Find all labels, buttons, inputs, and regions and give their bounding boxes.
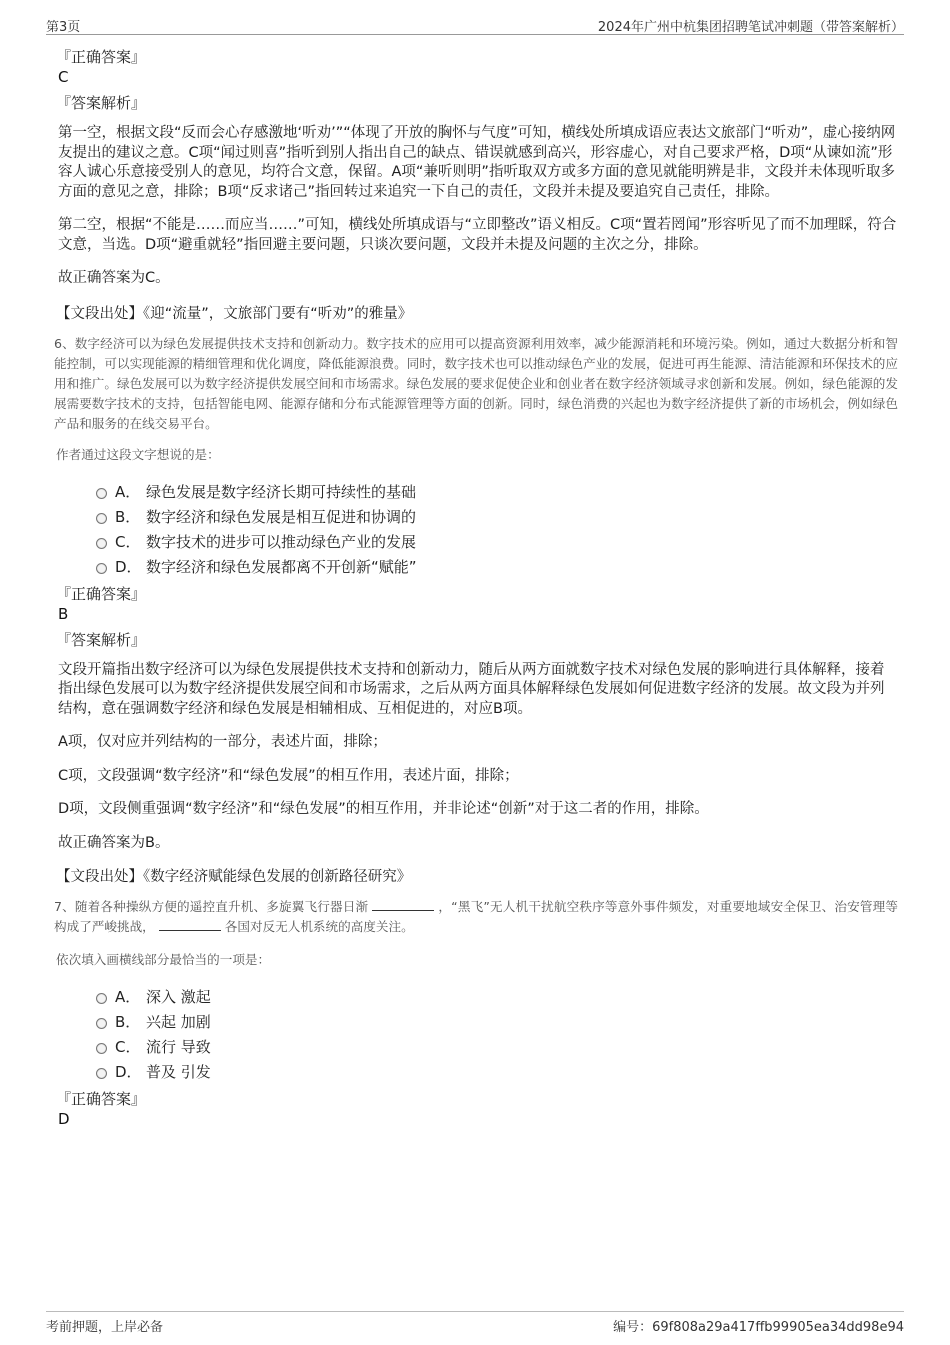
q6-answer: B: [58, 604, 69, 623]
fill-blank-2: [159, 918, 221, 931]
radio-button[interactable]: [96, 993, 107, 1004]
analysis-label: 『答案解析』: [56, 94, 147, 112]
page-footer: [46, 1311, 904, 1336]
radio-button[interactable]: [96, 488, 107, 499]
analysis-label: 『答案解析』: [56, 630, 147, 649]
q6-option-a[interactable]: A． 绿色发展是数字经济长期可持续性的基础: [56, 480, 898, 505]
q6-option-d[interactable]: D． 数字经济和绿色发展都离不开创新“赋能”: [56, 555, 898, 580]
q5-source: 【文段出处】《迎“流量”，文旅部门要有“听劝”的雅量》: [56, 305, 413, 322]
q5-analysis: [56, 124, 898, 289]
q6-analysis: [56, 661, 898, 854]
radio-button[interactable]: [96, 1018, 107, 1029]
page-number: 第3页: [46, 20, 81, 35]
q7-prompt: 依次填入画横线部分最恰当的一项是：: [56, 952, 271, 967]
q7-question: 7、随着各种操纵方便的遥控直升机、多旋翼飞行器日渐 ，“黑飞”无人机干扰航空秩序等意外事件频发，对重要地域安全保卫、治安管理等构成了严峻挑战， 各国对反无人机系统的高度关注。: [54, 899, 898, 934]
analysis-paragraph: C项，文段强调“数字经济”和“绿色发展”的相互作用，表述片面，排除；: [58, 767, 519, 784]
analysis-paragraph: 第二空，根据“不能是……而应当……”可知，横线处所填成语与“立即整改”语义相反。C项“置若罔闻”形容听见了而不加理睬，符合文意，当选。D项“避重就轻”指回避主要问题，只谈次要问题，文段并未提及问题的主次之分，排除。: [58, 217, 897, 253]
q7-option-a[interactable]: A． 深入 激起: [56, 985, 898, 1010]
q5-answer: C: [58, 68, 69, 86]
page-header: [46, 14, 904, 35]
analysis-paragraph: 第一空，根据文段“反而会心存感激地‘听劝’”“体现了开放的胸怀与气度”可知，横线处所填成语应表达文旅部门“听劝”，虚心接纳网友提出的建议之意。C项“闻过则喜”指听到别人指出自己的缺点、错误就感到高兴，形容虚心，对自己要求严格，D项“从谏如流”形容人诚心乐意接受别人的意见，均符合文意，保留。A项“兼听则明”指听取双方或多方面的意见就能明辨是非，文段并未体现听取多方面的意见之意，排除；B项“反求诸己”指回转过来追究一下自己的责任，文段并未提及要追究自己责任，排除。: [58, 125, 896, 200]
q7-option-d[interactable]: D． 普及 引发: [56, 1060, 898, 1085]
correct-answer-label: 『正确答案』: [56, 1090, 147, 1108]
document-title: 2024年广州中杭集团招聘笔试冲刺题（带答案解析）: [597, 20, 904, 35]
correct-answer-label: 『正确答案』: [56, 584, 147, 603]
document-id: 编号：69f808a29a417ffb99905ea34dd98e94: [613, 1320, 904, 1335]
q7-answer: D: [58, 1110, 70, 1128]
radio-button[interactable]: [96, 513, 107, 524]
q7-option-c[interactable]: C． 流行 导致: [56, 1035, 898, 1060]
q7-answer-block: [56, 1088, 898, 1128]
analysis-paragraph: A项，仅对应并列结构的一部分，表述片面，排除；: [58, 734, 387, 750]
analysis-conclusion: 故正确答案为B。: [58, 834, 170, 851]
analysis-paragraph: D项，文段侧重强调“数字经济”和“绿色发展”的相互作用，并非论述“创新”对于这二者的作用，排除。: [58, 801, 709, 817]
q6-option-c[interactable]: C． 数字技术的进步可以推动绿色产业的发展: [56, 530, 898, 555]
footer-slogan: 考前押题，上岸必备: [46, 1320, 164, 1335]
q6-option-b[interactable]: B． 数字经济和绿色发展是相互促进和协调的: [56, 505, 898, 530]
radio-button[interactable]: [96, 538, 107, 549]
q6-options: [56, 480, 898, 580]
document-body: [56, 46, 898, 1128]
analysis-paragraph: 文段开篇指出数字经济可以为绿色发展提供技术支持和创新动力，随后从两方面就数字技术对绿色发展的影响进行具体解释，接着指出绿色发展可以为数字经济提供发展空间和市场需求，之后从两方面具体解释绿色发展如何促进数字经济的发展。故文段为并列结构，意在强调数字经济和绿色发展是相辅相成、互相促进的，对应B项。: [58, 661, 885, 717]
q7-options: [56, 985, 898, 1085]
q6-question: 6、数字经济可以为绿色发展提供技术支持和创新动力。数字技术的应用可以提高资源利用效率，减少能源消耗和环境污染。例如，通过大数据分析和智能控制，可以实现能源的精细管理和优化调度，降低能源浪费。同时，数字技术也可以推动绿色产业的发展，促进可再生能源、清洁能源和环保技术的应用和推广。绿色发展可以为数字经济提供发展空间和市场需求。绿色发展的要求促使企业和创业者在数字经济领域寻求创新和发展。例如，绿色能源的发展需要数字技术的支持，包括智能电网、能源存储和分布式能源管理等方面的创新。同时，绿色消费的兴起也为数字经济提供了新的市场机会，例如绿色产品和服务的在线交易平台。: [54, 335, 898, 431]
q6-source: 【文段出处】《数字经济赋能绿色发展的创新路径研究》: [56, 869, 412, 885]
q6-answer-block: [56, 583, 898, 651]
radio-button[interactable]: [96, 1043, 107, 1054]
radio-button[interactable]: [96, 563, 107, 574]
q5-answer-block: [56, 46, 898, 114]
fill-blank-1: [372, 898, 434, 911]
q7-option-b[interactable]: B． 兴起 加剧: [56, 1010, 898, 1035]
q6-prompt: 作者通过这段文字想说的是：: [56, 446, 220, 462]
correct-answer-label: 『正确答案』: [56, 48, 147, 66]
analysis-conclusion: 故正确答案为C。: [58, 270, 170, 286]
radio-button[interactable]: [96, 1068, 107, 1079]
